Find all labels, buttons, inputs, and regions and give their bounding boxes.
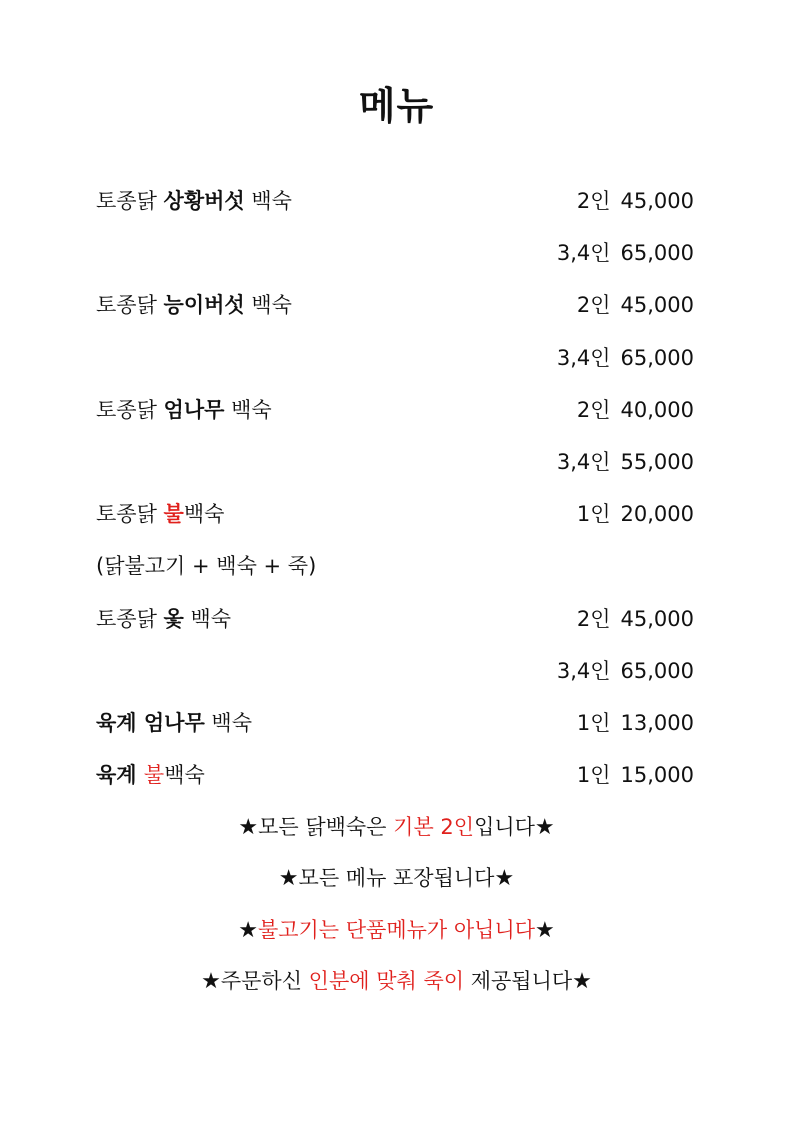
menu-item-name-part: 백숙 (183, 502, 225, 527)
menu-row (0, 178, 793, 230)
star-icon: ★ (534, 815, 555, 840)
menu-row (0, 596, 793, 648)
serving-size: 1인 (576, 763, 611, 788)
star-icon: ★ (278, 866, 299, 892)
menu-item-name-part: 엄나무 (163, 397, 225, 422)
menu-item-name-part: (닭불고기 + 백숙 + 죽) (96, 554, 317, 579)
menu-row (0, 230, 793, 282)
menu-item-price (577, 499, 694, 529)
menu-row (0, 543, 793, 595)
serving-size: 3,4인 (556, 345, 611, 370)
notice-text: 모든 메뉴 포장됩니다 (298, 866, 495, 891)
price-value: 45,000 (620, 189, 694, 213)
menu-item-price (557, 343, 694, 373)
menu-list (0, 178, 793, 804)
price-value: 13,000 (620, 710, 694, 735)
notice-text: 불고기는 단품메뉴가 아닙니다 (257, 917, 536, 942)
menu-item-name-part: 상황버섯 (163, 189, 245, 213)
serving-size: 3,4인 (556, 658, 611, 683)
menu-row (0, 282, 793, 334)
notice-line (0, 964, 793, 1015)
star-icon: ★ (572, 968, 592, 994)
menu-item-price (577, 290, 694, 320)
notice-text: 제공됩니다 (464, 968, 573, 993)
menu-item-name-part: 백숙 (224, 397, 272, 422)
price-value: 15,000 (620, 763, 694, 788)
menu-item-name (96, 290, 292, 320)
serving-size: 1인 (576, 502, 611, 527)
menu-item-name (96, 604, 231, 634)
notice-line (0, 861, 793, 912)
notice-text: 모든 닭백숙은 (258, 815, 394, 839)
serving-size: 3,4인 (556, 449, 611, 474)
serving-size: 2인 (576, 397, 611, 422)
menu-item-name-part: 백숙 (244, 293, 292, 318)
menu-item-name (96, 760, 205, 790)
menu-item-name-part: 백숙 (204, 710, 252, 735)
menu-item-name-part: 백숙 (244, 189, 292, 213)
price-value: 65,000 (620, 658, 694, 683)
menu-item-name-part: 토종닭 (96, 293, 164, 318)
menu-item-name-part: 능이버섯 (163, 293, 245, 318)
menu-item-price (577, 760, 694, 790)
page-title: 메뉴 (358, 84, 435, 128)
menu-row (0, 700, 793, 752)
price-value: 45,000 (620, 293, 694, 318)
star-icon: ★ (494, 866, 515, 892)
menu-item-name-part: 토종닭 (96, 606, 164, 631)
price-value: 55,000 (620, 449, 694, 474)
price-value: 65,000 (620, 345, 694, 370)
menu-item-name-part: 육계 (96, 763, 144, 788)
menu-row (0, 387, 793, 439)
serving-size: 2인 (576, 606, 611, 631)
menu-item-name-part: 백숙 (164, 763, 205, 788)
star-icon: ★ (238, 917, 258, 943)
notice-list (0, 810, 793, 1015)
menu-item-price (577, 604, 694, 634)
menu-item-name-part: 불 (143, 763, 165, 788)
menu-row (0, 752, 793, 804)
menu-item-name-part: 육계 (96, 710, 144, 735)
menu-item-name-part: 불 (163, 502, 184, 527)
menu-item-price (577, 395, 694, 425)
serving-size: 3,4인 (556, 241, 611, 266)
price-value: 20,000 (620, 502, 694, 527)
price-value: 65,000 (620, 241, 694, 266)
menu-item-name-part: 토종닭 (96, 189, 164, 213)
menu-item-name (96, 395, 272, 425)
notice-text: 인분에 맞춰 죽이 (308, 968, 465, 993)
menu-item-name (96, 499, 224, 529)
menu-row (0, 439, 793, 491)
menu-item-name-part: 토종닭 (96, 397, 164, 422)
menu-item-name (96, 186, 292, 216)
menu-item-price (557, 238, 694, 268)
menu-item-name-part: 백숙 (183, 606, 232, 631)
menu-item-name-part: 토종닭 (96, 502, 164, 527)
star-icon: ★ (535, 917, 555, 943)
serving-size: 2인 (576, 189, 611, 213)
menu-item-price (557, 656, 694, 686)
menu-row (0, 335, 793, 387)
star-icon: ★ (238, 815, 259, 840)
notice-text: 주문하신 (220, 968, 309, 993)
menu-item-price (577, 186, 694, 216)
menu-item-name (96, 551, 316, 581)
notice-line (0, 810, 793, 861)
price-value: 45,000 (620, 606, 694, 631)
serving-size: 2인 (576, 293, 611, 318)
notice-text: 입니다 (474, 815, 535, 839)
menu-row (0, 648, 793, 700)
notice-line (0, 913, 793, 964)
menu-item-price (557, 447, 694, 477)
menu-row (0, 491, 793, 543)
serving-size: 1인 (576, 710, 611, 735)
notice-text: 기본 2인 (393, 815, 475, 839)
menu-item-price (577, 708, 694, 738)
menu-item-name-part: 옻 (163, 606, 184, 631)
menu-item-name (96, 708, 252, 738)
star-icon: ★ (201, 968, 221, 994)
menu-item-name-part: 엄나무 (143, 710, 205, 735)
price-value: 40,000 (620, 397, 694, 422)
